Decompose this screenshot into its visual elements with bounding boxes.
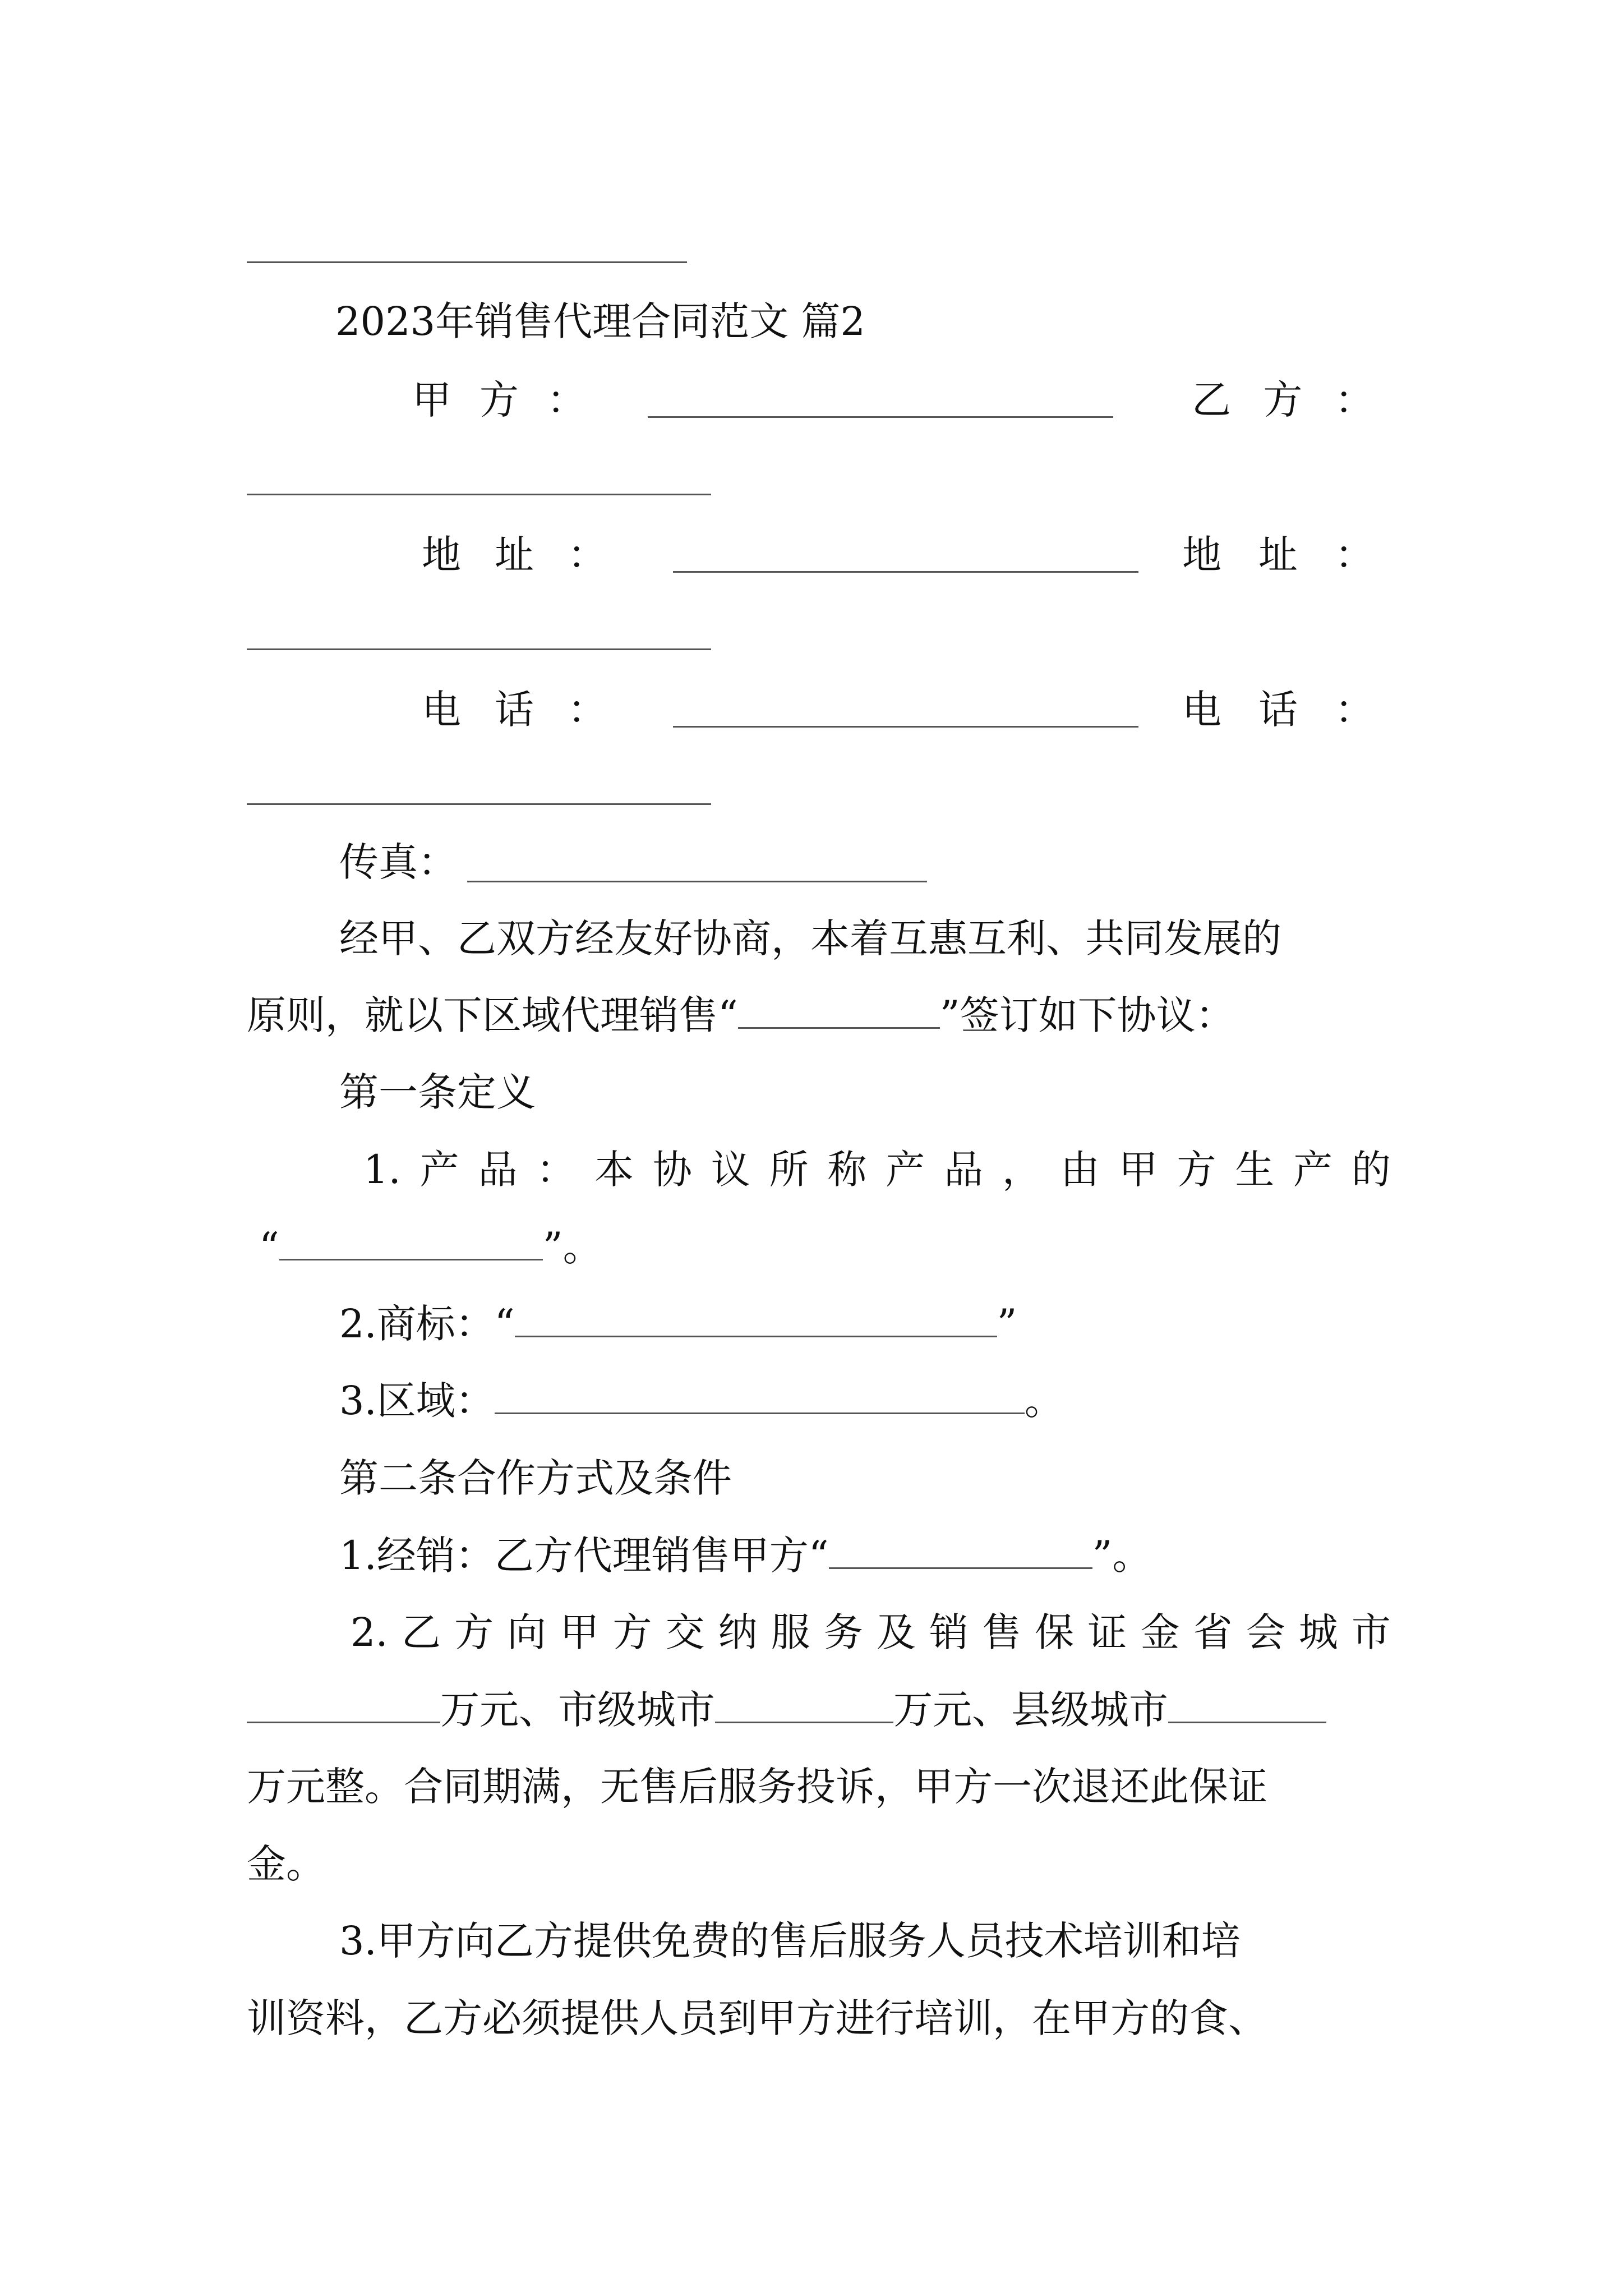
a2-item2-char: 乙: [401, 1609, 441, 1655]
phone-b-blank: [247, 803, 711, 805]
phone-a-blank: [673, 726, 1138, 728]
article-2-item-3-line-2: [247, 1993, 1391, 2044]
article-1-title: [339, 1067, 1483, 1117]
region-blank: [495, 1375, 1025, 1414]
phone-a-label: [422, 684, 607, 735]
a2-item2-char: 金: [1140, 1609, 1180, 1655]
item1-char: 议: [711, 1147, 750, 1193]
item1-char: ，: [1002, 1147, 1041, 1193]
a2-item2-char: 及: [876, 1609, 916, 1655]
a2-item2-char: 向: [507, 1609, 547, 1655]
a2-item2-char: 保: [1035, 1609, 1075, 1655]
address-b-blank: [247, 648, 711, 650]
item1-char: ：: [536, 1147, 576, 1193]
a2-item2-char: 售: [982, 1609, 1022, 1655]
a2-item2-char: 服: [771, 1609, 810, 1655]
a2-item2-char: 销: [929, 1609, 969, 1655]
party-b-char-1: 乙: [1192, 377, 1231, 423]
article-1-item-1-line-1: [363, 1144, 1391, 1195]
item3-text-b: 。: [1024, 1378, 1064, 1424]
county-city-amount-blank: [1168, 1685, 1326, 1723]
address-b-label: [1182, 530, 1374, 580]
item1-char: 产: [1293, 1147, 1333, 1193]
article-2-item-1: [339, 1530, 1483, 1581]
article-2-title-text: 第二条合作方式及条件: [339, 1455, 732, 1501]
item1-char: 品: [478, 1147, 518, 1193]
a2-item2-text-part2: 万元、县级城市: [893, 1687, 1168, 1733]
article-2-item-3-line-1: [339, 1916, 1483, 1966]
party-b-label: [1192, 375, 1374, 425]
a2-item2-char: 证: [1087, 1609, 1127, 1655]
article-2-title: [339, 1453, 1483, 1503]
article-1-item-2: [339, 1299, 1483, 1349]
a2-item2-char: 市: [1351, 1609, 1391, 1655]
article-2-item-2-line-3: [247, 1761, 1391, 1812]
intro-line-2: [247, 990, 1391, 1041]
article-1-item-3: [339, 1375, 1483, 1426]
address-a-label: [422, 530, 607, 580]
address-b-char-1: 地: [1182, 532, 1221, 578]
a2-item2-text-line4: 金。: [247, 1841, 325, 1887]
party-b-char-2: 方: [1263, 377, 1303, 423]
a2-item2-text-part1: 万元、市级城市: [440, 1687, 715, 1733]
party-a-char-3: ：: [547, 377, 586, 423]
a2-item3-text-line1: 3.甲方向乙方提供免费的售后服务人员技术培训和培: [339, 1918, 1241, 1964]
item1-char: 生: [1235, 1147, 1275, 1193]
item3-text-a: 3.区域：: [339, 1378, 495, 1424]
address-b-char-3: ：: [1335, 532, 1374, 578]
municipal-city-amount-blank: [715, 1685, 893, 1723]
item1-char: 方: [1177, 1147, 1216, 1193]
a2-item1-text-b: ”。: [1092, 1533, 1152, 1579]
a2-item2-char: 省: [1193, 1609, 1233, 1655]
phone-b-char-2: 话: [1258, 687, 1298, 733]
party-a-label: [412, 375, 586, 425]
intro-text-2a: 原则，就以下区域代理销售“: [247, 992, 738, 1038]
article-2-item-2-line-4: [247, 1839, 1391, 1889]
a2-item2-char: 甲: [560, 1609, 600, 1655]
address-b-char-2: 址: [1258, 532, 1298, 578]
item1-char: 产: [419, 1147, 459, 1193]
a2-item2-char: 会: [1246, 1609, 1285, 1655]
a2-item3-text-line2: 训资料，乙方必须提供人员到甲方进行培训，在甲方的食、: [247, 1995, 1267, 2041]
intro-text-1: 经甲、乙双方经友好协商，本着互惠互利、共同发展的: [339, 915, 1281, 961]
party-a-char-2: 方: [479, 377, 519, 423]
phone-a-char-1: 电: [422, 687, 461, 733]
fax-label: 传真：: [339, 839, 457, 885]
address-a-blank: [673, 571, 1138, 573]
a2-item2-char: 方: [454, 1609, 494, 1655]
phone-a-char-3: ：: [568, 687, 607, 733]
article-1-item-1-line-2: [259, 1222, 1403, 1272]
party-a-char-1: 甲: [412, 377, 451, 423]
address-a-char-1: 地: [422, 532, 461, 578]
doc-title: [335, 296, 1479, 347]
a2-item2-char: 2.: [351, 1609, 388, 1655]
intro-line-1: [339, 913, 1483, 964]
product-name-blank: [738, 990, 940, 1029]
article-1-title-text: 第一条定义: [339, 1069, 536, 1115]
provincial-city-amount-blank: [247, 1685, 440, 1723]
trademark-blank: [515, 1299, 997, 1337]
party-b-blank: [247, 494, 711, 495]
item1-close-quote: ”。: [542, 1224, 602, 1270]
a2-item2-char: 务: [823, 1609, 863, 1655]
item1-char: 甲: [1118, 1147, 1158, 1193]
phone-b-char-1: 电: [1182, 687, 1221, 733]
party-b-char-3: ：: [1335, 377, 1374, 423]
item2-text-a: 2.商标：“: [339, 1301, 515, 1347]
item2-text-b: ”: [997, 1301, 1017, 1347]
item1-char: 的: [1351, 1147, 1391, 1193]
article-2-item-2-line-2: [247, 1685, 1391, 1735]
a2-product-blank: [829, 1530, 1092, 1569]
fax-blank: [467, 881, 927, 882]
article-2-item-2-line-1: [351, 1607, 1391, 1658]
a2-item2-char: 方: [612, 1609, 652, 1655]
fax-line: [339, 837, 1483, 887]
top-rule: [247, 261, 687, 263]
item1-char: 产: [886, 1147, 925, 1193]
phone-b-label: [1182, 684, 1374, 735]
party-a-blank: [648, 416, 1113, 418]
item1-open-quote: “: [259, 1224, 279, 1270]
item1-char: 所: [769, 1147, 809, 1193]
item1-char: 本: [594, 1147, 634, 1193]
intro-text-2b: ”签订如下协议：: [939, 992, 1235, 1038]
a2-item2-text-line3: 万元整。合同期满，无售后服务投诉，甲方一次退还此保证: [247, 1764, 1267, 1810]
phone-b-char-3: ：: [1335, 687, 1374, 733]
item1-char: 由: [1060, 1147, 1100, 1193]
a2-item1-text-a: 1.经销：乙方代理销售甲方“: [339, 1533, 829, 1579]
item1-product-blank: [279, 1222, 543, 1260]
a2-item2-char: 交: [665, 1609, 705, 1655]
address-a-char-2: 址: [495, 532, 534, 578]
a2-item2-char: 纳: [718, 1609, 758, 1655]
doc-title-text: 2023年销售代理合同范文 篇2: [335, 298, 865, 344]
item1-char: 协: [652, 1147, 692, 1193]
item1-char: 称: [827, 1147, 867, 1193]
item1-char: 品: [944, 1147, 984, 1193]
item1-char: 1.: [363, 1147, 401, 1193]
a2-item2-char: 城: [1298, 1609, 1338, 1655]
phone-a-char-2: 话: [495, 687, 534, 733]
address-a-char-3: ：: [568, 532, 607, 578]
